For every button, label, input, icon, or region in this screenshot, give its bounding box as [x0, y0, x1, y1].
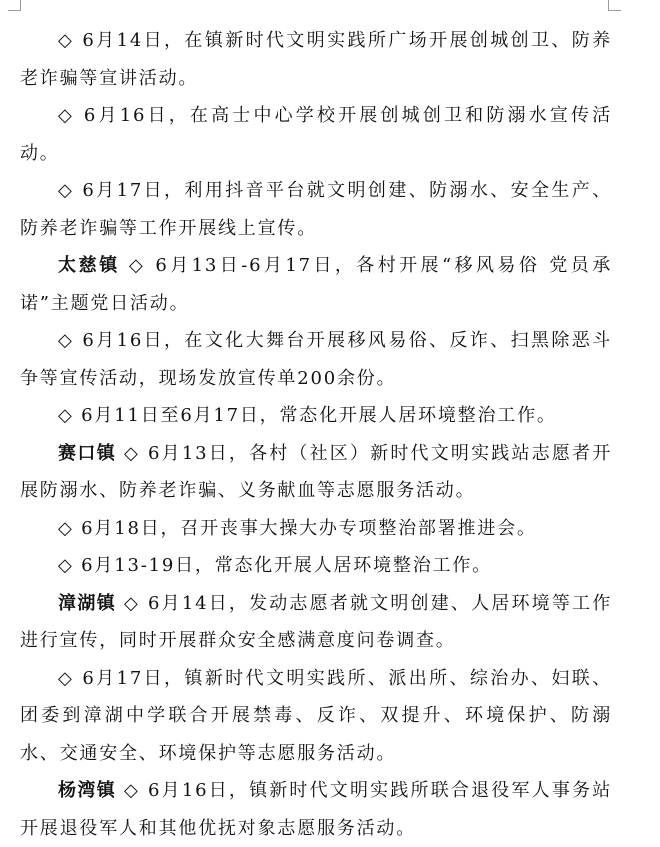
paragraph-text: ◇ 6月16日，在文化大舞台开展移风易俗、反诈、扫黑除恶斗争等宣传活动，现场发放宣传单200余份。	[20, 330, 612, 389]
document-body	[20, 22, 612, 847]
paragraph-5	[20, 322, 612, 397]
paragraph-8	[20, 510, 612, 548]
paragraph-2	[20, 97, 612, 172]
town-name: 漳湖镇	[58, 592, 117, 614]
paragraph-3	[20, 172, 612, 247]
paragraph-1	[20, 22, 612, 97]
paragraph-text: ◇ 6月18日，召开丧事大操大办专项整治部署推进会。	[58, 517, 537, 539]
paragraph-text: ◇ 6月17日，镇新时代文明实践所、派出所、综治办、妇联、团委到漳湖中学联合开展禁毒、反诈、双提升、环境保护、防溺水、交通安全、环境保护等志愿服务活动。	[20, 667, 612, 764]
margin-corner-mark-left	[8, 0, 21, 11]
town-name: 杨湾镇	[58, 780, 117, 801]
paragraph-7	[20, 435, 612, 510]
paragraph-text: ◇ 6月13日-6月17日，各村开展“移风易俗 党员承诺”主题党日活动。	[20, 255, 612, 314]
paragraph-text: ◇ 6月16日，镇新时代文明实践所联合退役军人事务站开展退役军人和其他优抚对象志愿服务活动。	[20, 780, 612, 839]
paragraph-text: ◇ 6月17日，利用抖音平台就文明创建、防溺水、安全生产、防养老诈骗等工作开展线上宣传。	[20, 180, 612, 239]
margin-corner-mark-right	[608, 0, 621, 11]
paragraph-text: ◇ 6月13日，各村（社区）新时代文明实践站志愿者开展防溺水、防养老诈骗、义务献血等志愿服务活动。	[20, 442, 612, 501]
paragraph-11	[20, 660, 612, 773]
paragraph-text: ◇ 6月13-19日，常态化开展人居环境整治工作。	[58, 555, 492, 576]
town-name: 赛口镇	[58, 442, 117, 464]
paragraph-6	[20, 397, 612, 435]
paragraph-text: ◇ 6月11日至6月17日，常态化开展人居环境整治工作。	[58, 405, 557, 426]
paragraph-12	[20, 772, 612, 847]
paragraph-10	[20, 585, 612, 660]
paragraph-4	[20, 247, 612, 322]
paragraph-text: ◇ 6月14日，在镇新时代文明实践所广场开展创城创卫、防养老诈骗等宣讲活动。	[20, 30, 612, 89]
paragraph-9	[20, 547, 612, 585]
paragraph-text: ◇ 6月14日，发动志愿者就文明创建、人居环境等工作进行宣传，同时开展群众安全感满意度问卷调查。	[20, 592, 612, 651]
paragraph-text: ◇ 6月16日，在高士中心学校开展创城创卫和防溺水宣传活动。	[20, 105, 612, 164]
town-name: 太慈镇	[58, 255, 120, 276]
